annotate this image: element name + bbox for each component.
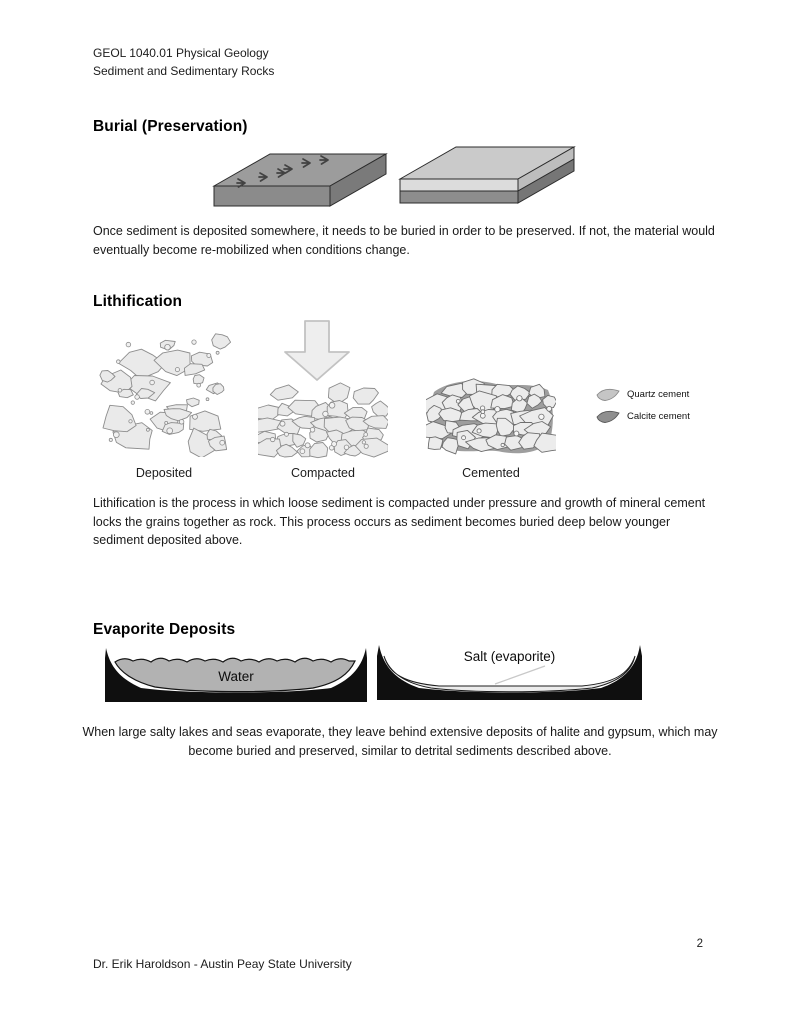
burial-heading: Burial (Preservation) <box>93 118 248 135</box>
lithification-heading: Lithification <box>93 293 183 310</box>
header-course-line: GEOL 1040.01 Physical Geology <box>93 46 269 60</box>
cement-legend <box>595 383 735 427</box>
slab-with-tracks-illustration <box>212 148 390 208</box>
quartz-cement-swatch <box>595 387 621 402</box>
salt-label: Salt (evaporite) <box>463 649 556 664</box>
calcite-cement-swatch <box>595 409 621 424</box>
page-number: 2 <box>696 938 703 950</box>
compacted-sediment-illustration <box>258 380 388 460</box>
stage-label-compacted: Compacted <box>291 466 355 480</box>
legend-row-quartz <box>595 383 735 405</box>
lithification-paragraph: Lithification is the process in which loose sediment is compacted under pressure and growth of mineral cement locks the grains together as rock. This process occurs as sediment becomes buried deep below younger sediment deposited above. <box>93 496 706 547</box>
deposited-sediment-illustration <box>96 333 232 457</box>
stage-label-deposited: Deposited <box>135 466 193 480</box>
cemented-sediment-illustration <box>426 378 556 456</box>
legend-label-calcite: Calcite cement <box>627 410 690 422</box>
water-label: Water <box>218 669 254 684</box>
evaporite-heading: Evaporite Deposits <box>93 621 236 638</box>
salt-leader-line <box>495 666 545 684</box>
burial-paragraph: Once sediment is deposited somewhere, it needs to be buried in order to be preserved. If not, the material would eventually become re-mobilized when conditions change. <box>93 224 715 257</box>
stage-label-cemented: Cemented <box>462 466 520 480</box>
legend-row-calcite <box>595 405 735 427</box>
compaction-arrow-icon <box>283 320 351 382</box>
evaporite-paragraph: When large salty lakes and seas evaporate, they leave behind extensive deposits of halite and gypsum, which may become buried and preserved, similar to detrital sediments described above. <box>82 725 718 758</box>
layered-slab-illustration <box>398 141 578 207</box>
legend-label-quartz: Quartz cement <box>627 388 690 400</box>
footer-author: Dr. Erik Haroldson - Austin Peay State University <box>93 957 352 971</box>
header-topic-line: Sediment and Sedimentary Rocks <box>93 64 275 78</box>
